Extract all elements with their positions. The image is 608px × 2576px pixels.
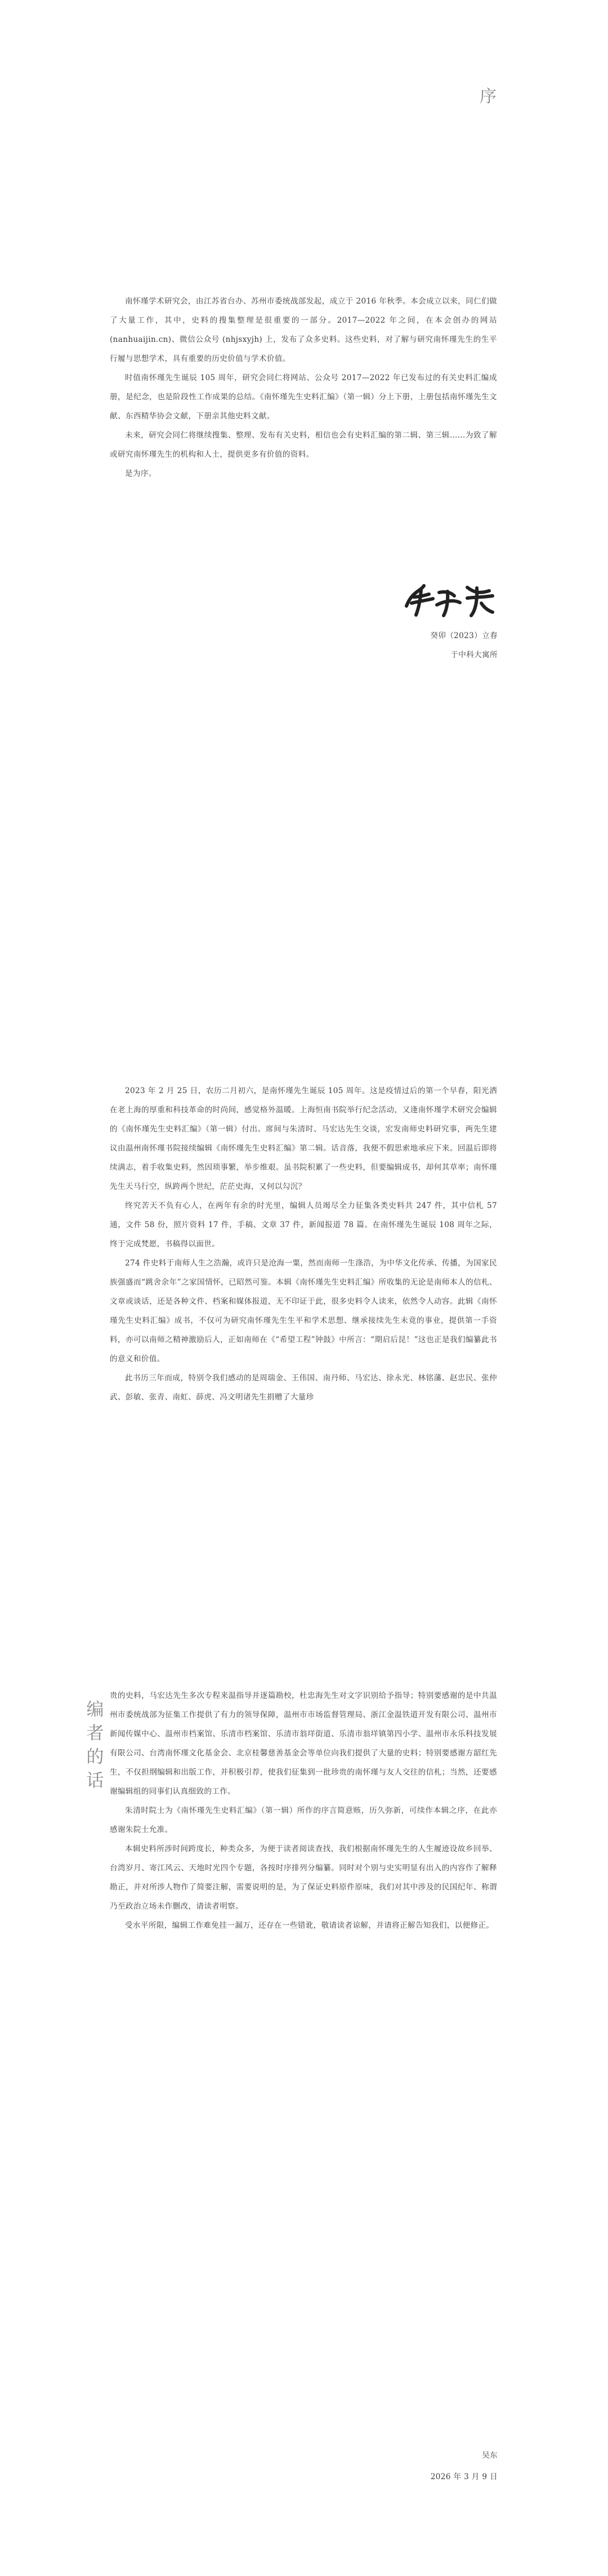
handwritten-signature [396, 581, 498, 618]
editor-note-paragraph-continuation: 贵的史料，马宏达先生多次专程来温指导并逐篇勘校，杜忠海先生对文字识别给予指导；特别要感谢的是中共温州市委统战部为征集工作提供了有力的领导保障，温州市市场监督管理局、浙江金温铁道开发有限公司、温州市新闻传媒中心、温州市档案馆、乐清市档案馆、乐清市翁垟街道、乐清市翁垟镇第四小学、温州市永乐科技发展有限公司、台湾南怀瑾文化基金会、北京桂馨慈善基金会等单位向我们提供了大量的史料；特别要感谢方韶红先生，不仅担纲编辑和出版工作，并积极引荐，使我们征集到一批珍贵的南怀瑾与友人交往的信札；当然，还要感谢编辑组的同事们认真细致的工作。 [110, 1691, 497, 1796]
editor-note-body-page-2 [110, 1686, 497, 1935]
preface-heading: 序 [480, 87, 498, 106]
preface-paragraph: 南怀瑾学术研究会，由江苏省台办、苏州市委统战部发起，成立于 2016 年秋季。本会成立以来，同仁们做了大量工作，其中，史料的搜集整理是很重要的一部分。2017—2022 年之间，在本会创办的网站 (nanhuaijin.cn)、微信公众号 (nhjsxyjh) 上，发布了众多史料。这些史料，对了解与研究南怀瑾先生的生平行履与思想学术，具有重要的历史价值与学术价值。 [110, 297, 497, 363]
editor-note-body-page-1 [110, 1081, 497, 1407]
preface-date: 癸卯（2023）立春 [430, 631, 498, 640]
editor-note-paragraph: 274 件史料于南师人生之浩瀚，或许只是沧海一粟，然而南师一生涤浩，为中华文化传承、传播，为国家民族强盛而“跳舍余年”之家国情怀，已昭然可鉴。本辑《南怀瑾先生史料汇编》所收集的无论是南师本人的信札、文章或谈话，还是各种文件、档案和媒体报道，无不印证于此，很多史料令人读来，依然令人动容。此辑《南怀瑾先生史料汇编》成书，不仅可为研究南怀瑾先生生平和学术思想、继承接续先生未竟的事业，提供第一手资料，亦可以南师之精神激励后人，正如南师在《“希望工程”钟鼓》中所言：“期启后昆！”这也正是我们编纂此书的意义和价值。 [110, 1259, 497, 1363]
editor-note-paragraph: 朱清时院士为《南怀瑾先生史料汇编》（第一辑）所作的序言简意赅，历久弥新，可续作本辑之序，在此亦感谢朱院士允准。 [110, 1806, 497, 1834]
preface-body [110, 292, 497, 483]
editor-note-paragraph: 本辑史料所涉时间跨度长，种类众多，为便于读者阅读查找，我们根据南怀瑾先生的人生履迹设故乡回举、台湾岁月、寄江风云、天地时光四个专题，各按时序排列分编纂。同时对个别与史实明显有出入的内容作了解释勘正，并对所涉人物作了简要注解，需要说明的是，为了保证史料原件原味，我们对其中涉及的民国纪年、称谓乃至政治立场未作删改，请读者明察。 [110, 1844, 497, 1911]
heading-char: 的 [86, 1747, 104, 1767]
preface-paragraph: 是为序。 [125, 469, 157, 478]
preface-place: 于中科大寓所 [450, 650, 498, 659]
editor-author: 吴东 [482, 2451, 498, 2460]
heading-char: 话 [86, 1771, 104, 1791]
editor-note-paragraph: 此书历三年而成，特别令我们感动的是周瑞金、王伟国、南丹师、马宏达、徐永光、林铭藩、赵忠民、张仲武、彭敏、张青、南虹、薛虎、冯文明诸先生捐赠了大量珍 [110, 1374, 497, 1402]
heading-char: 者 [86, 1723, 104, 1744]
preface-paragraph: 未来，研究会同仁将继续搜集、整理、发布有关史料，相信也会有史料汇编的第二辑、第三辑……为致了解或研究南怀瑾先生的机构和人士，提供更多有价值的资料。 [110, 431, 497, 459]
editor-date: 2026 年 3 月 9 日 [430, 2472, 498, 2481]
editor-note-page-2 [0, 1617, 608, 2576]
editor-note-paragraph: 受水平所限，编辑工作难免挂一漏万，还存在一些错讹，敬请读者谅解，并请将正解告知我们，以便修正。 [125, 1921, 494, 1930]
preface-paragraph: 时值南怀瑾先生诞辰 105 周年，研究会同仁将网站、公众号 2017—2022 年已发布过的有关史料汇编成册，是纪念，也是阶段性工作成果的总结。《南怀瑾先生史料汇编》（第一辑）分上下册，上册包括南怀瑾先生文献、东西精华协会文献，下册亲其他史料文献。 [110, 373, 497, 421]
preface-page [0, 0, 608, 810]
editor-note-paragraph: 终究苦天不负有心人，在两年有余的时光里，编辑人员竭尽全力征集各类史料共 247 件，其中信札 57 通，文件 58 份，照片资料 17 件，手稿、文章 37 件，新闻报道 78 篇。在南怀瑾先生诞辰 108 周年之际，终于完成梵愿，书稿得以面世。 [110, 1201, 497, 1249]
heading-char: 编 [86, 1700, 104, 1720]
editor-note-paragraph: 2023 年 2 月 25 日，农历二月初六，是南怀瑾先生诞辰 105 周年。这是疫情过后的第一个早春，阳光洒在老上海的厚重和科技革命的时尚间，感觉格外温暖。上海恒南书院举行纪念活动，又逢南怀瑾学术研究会编辑的《南怀瑾先生史料汇编》（第一辑）付出。席间与朱清时、马宏达先生交谈，宏发南师史料研究事，两先生建议由温州南怀瑾书院接续编辑《南怀瑾先生史料汇编》第二辑。话音落，我便不假思索地承应下来。回温后即将续满志，着手收集史料，然因琐事繁，举步维艰。虽书院积累了一些史料，但要编辑成书，却何其草率；南怀瑾先生天马行空，纵跨两个世纪，茫茫史海，又何以勾沉？ [110, 1086, 497, 1191]
